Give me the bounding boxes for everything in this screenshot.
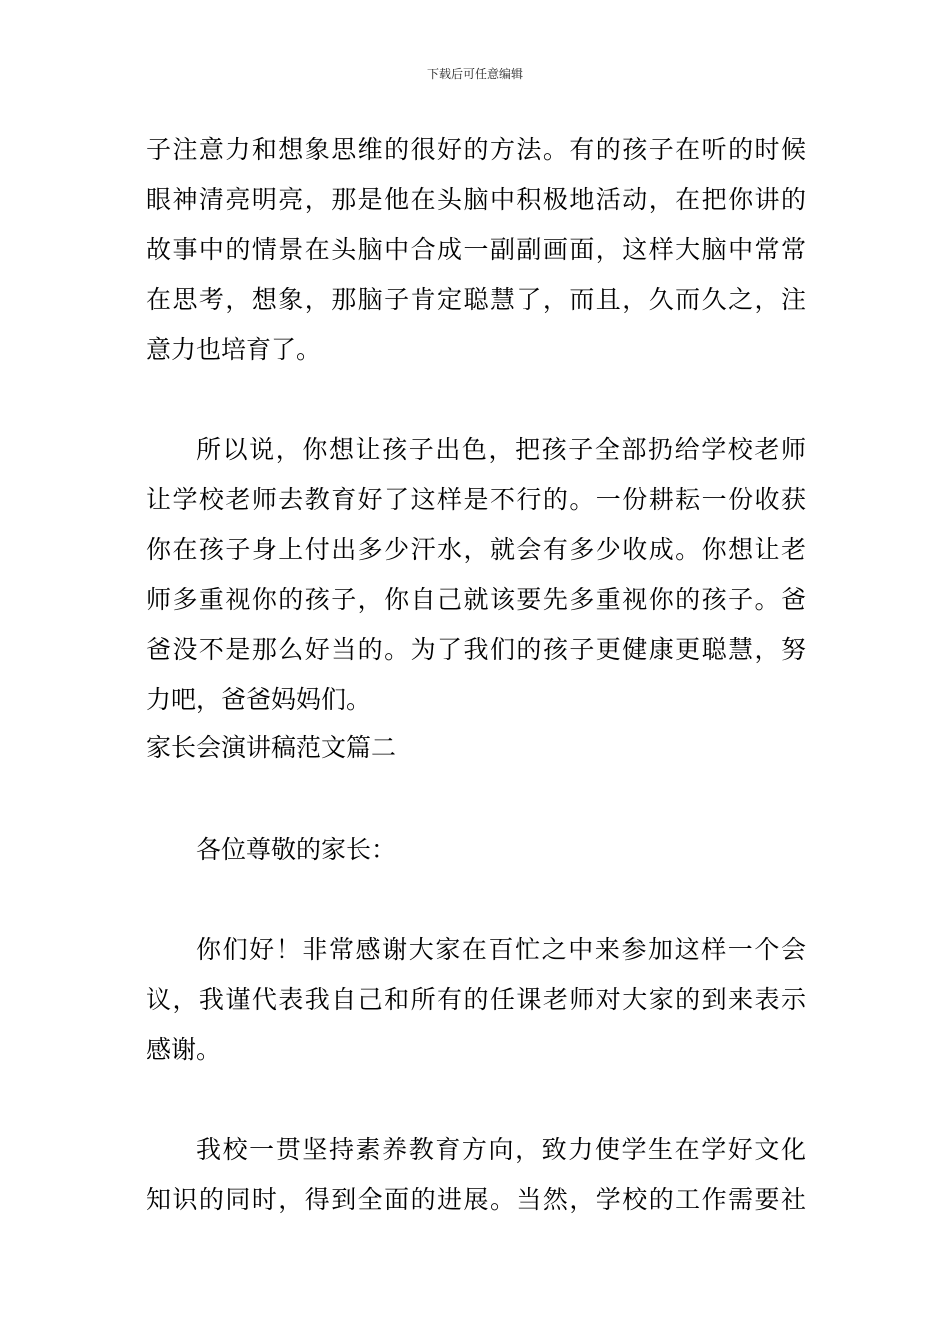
text-line: 子注意力和想象思维的很好的方法。有的孩子在听的时候 [146,135,806,164]
text-line: 爸没不是那么好当的。为了我们的孩子更健康更聪慧，努 [146,635,806,664]
text-line: 我校一贯坚持素养教育方向，致力使学生在学好文化 [196,1135,806,1164]
greeting: 各位尊敬的家长： [196,835,397,864]
text-line: 感谢。 [146,1035,222,1064]
text-line: 故事中的情景在头脑中合成一副副画面，这样大脑中常常 [146,235,806,264]
text-line: 所以说，你想让孩子出色，把孩子全部扔给学校老师 [196,435,806,464]
document-body [146,125,806,1225]
paragraph [146,125,806,375]
paragraph [146,1125,806,1225]
text-line: 知识的同时，得到全面的进展。当然，学校的工作需要社 [146,1185,806,1214]
spacer [146,771,806,825]
paragraph [146,925,806,1075]
page-header: 下载后可任意编辑 [426,67,523,81]
text-line: 你们好！非常感谢大家在百忙之中来参加这样一个会 [196,935,806,964]
text-line: 意力也培育了。 [146,335,322,364]
text-line: 师多重视你的孩子，你自己就该要先多重视你的孩子。爸 [146,585,806,614]
spacer [146,875,806,925]
text-line: 力吧，爸爸妈妈们。 [146,685,372,714]
text-line: 眼神清亮明亮，那是他在头脑中积极地活动，在把你讲的 [146,185,806,214]
section-title: 家长会演讲稿范文篇二 [146,733,397,762]
paragraph [146,425,806,725]
spacer [146,1075,806,1125]
spacer [146,375,806,425]
text-line: 让学校老师去教育好了这样是不行的。一份耕耘一份收获 [146,485,806,514]
text-line: 议，我谨代表我自己和所有的任课老师对大家的到来表示 [146,985,806,1014]
text-line: 你在孩子身上付出多少汗水，就会有多少收成。你想让老 [146,535,806,564]
text-line: 在思考，想象，那脑子肯定聪慧了，而且，久而久之，注 [146,285,806,314]
